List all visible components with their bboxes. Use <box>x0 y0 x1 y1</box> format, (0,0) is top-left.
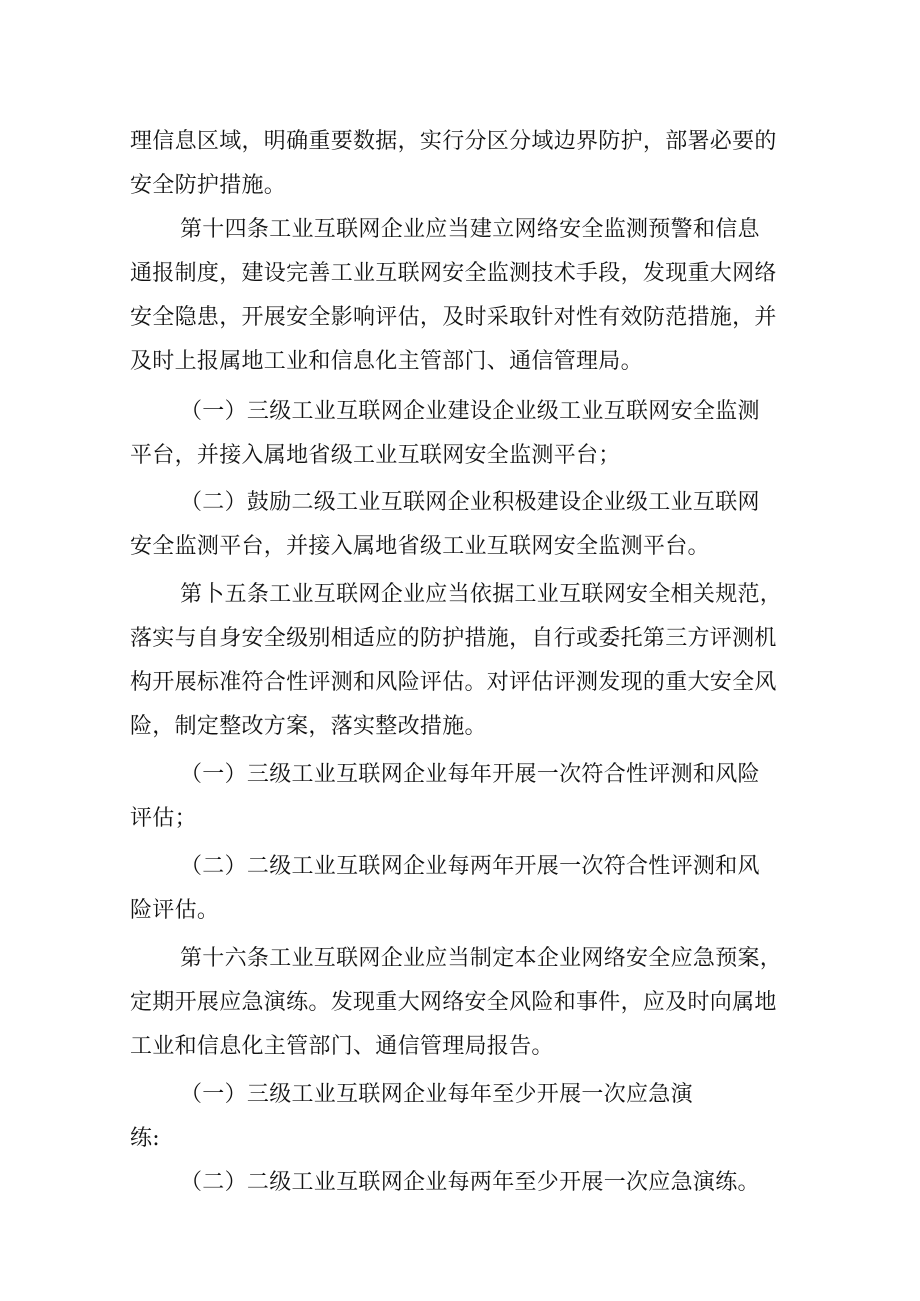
article-16-line: 定期开展应急演练。发现重大网络安全风险和事件，应及时向属地 <box>130 990 777 1015</box>
article-15-item-2-line: （二）二级工业互联网企业每两年开展一次符合性评测和风 <box>180 854 760 879</box>
article-14-item-1-line: 平台，并接入属地省级工业互联网安全监测平台； <box>130 443 621 468</box>
article-14-item-2-line: 安全监测平台，并接入属地省级工业互联网安全监测平台。 <box>130 534 710 559</box>
article-14-item-1-line: （一）三级工业互联网企业建设企业级工业互联网安全监测 <box>180 399 760 424</box>
article-14-line: 及时上报属地工业和信息化主管部门、通信管理局。 <box>130 349 643 374</box>
article-15-item-2-line: 险评估。 <box>130 898 220 923</box>
article-16-item-1-line: （一）三级工业互联网企业每年至少开展一次应急演 <box>180 1082 693 1107</box>
article-14-item-2-line: （二）鼓励二级工业互联网企业积极建设企业级工业互联网 <box>180 490 760 515</box>
article-15-line: 落实与自身安全级别相适应的防护措施，自行或委托第三方评测机 <box>130 626 777 651</box>
paragraph-line: 安全防护措施。 <box>130 173 287 198</box>
article-14-line: 通报制度，建设完善工业互联网安全监测技术手段，发现重大网络 <box>130 261 777 286</box>
article-15-item-1-line: 评估； <box>130 806 197 831</box>
article-15-line: 第卜五条工业互联网企业应当依据工业互联网安全相关规范， <box>180 582 783 607</box>
article-15-line: 险，制定整改方案，落实整改措施。 <box>130 714 487 739</box>
article-15-line: 构开展标准符合性评测和风险评估。对评估评测发现的重大安全风 <box>130 670 777 695</box>
article-16-line: 第十六条工业互联网企业应当制定本企业网络安全应急预案， <box>180 946 783 971</box>
article-14-line: 第十四条工业互联网企业应当建立网络安全监测预警和信息 <box>180 217 760 242</box>
article-16-line: 工业和信息化主管部门、通信管理局报告。 <box>130 1034 554 1059</box>
article-16-item-1-line: 练: <box>130 1126 161 1151</box>
paragraph-line: 理信息区域，明确重要数据，实行分区分域边界防护，部署必要的 <box>130 129 777 154</box>
article-15-item-1-line: （一）三级工业互联网企业每年开展一次符合性评测和风险 <box>180 762 760 787</box>
article-14-line: 安全隐患，开展安全影响评估，及时采取针对性有效防范措施，并 <box>130 305 777 330</box>
article-16-item-2-line: （二）二级工业互联网企业每两年至少开展一次应急演练。 <box>180 1170 760 1195</box>
